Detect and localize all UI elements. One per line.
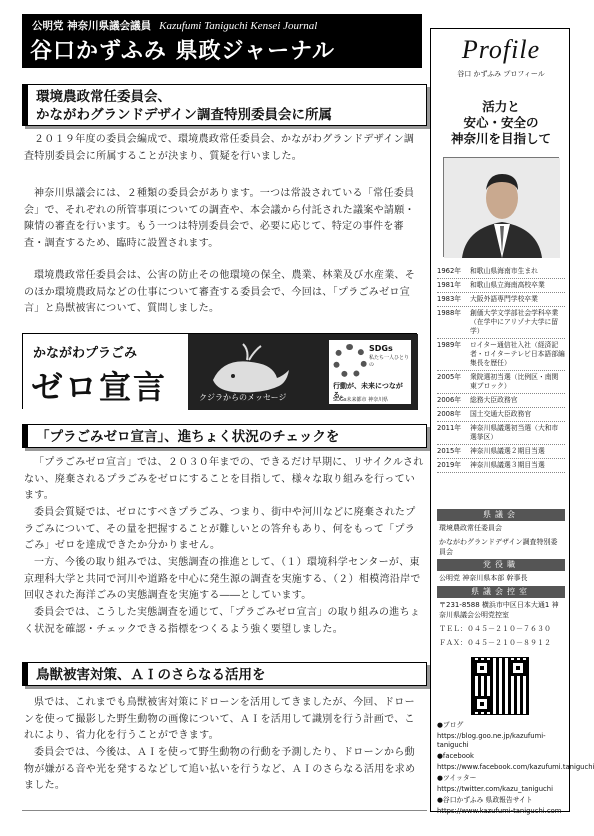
office-block — [437, 586, 565, 650]
history-event: 神奈川県議選２期目当選 — [470, 447, 545, 455]
qr-code-icon[interactable] — [471, 657, 529, 715]
web-links — [437, 721, 594, 818]
history-year: 1989年 — [437, 341, 462, 349]
office-label: 県議会控室 — [437, 586, 565, 598]
section-committee-heading — [22, 84, 427, 126]
link-label: ●ツイッター — [437, 774, 477, 782]
council-label: 県議会 — [437, 509, 565, 521]
history-event: 総務大臣政務官 — [470, 396, 518, 404]
history-year: 2008年 — [437, 410, 462, 418]
party-block — [437, 559, 565, 585]
history-event: 国土交通大臣政務官 — [470, 410, 532, 418]
profile-sidebar — [430, 28, 594, 815]
section-wildlife — [22, 662, 427, 686]
council-item: 環境農政常任委員会 — [439, 524, 502, 532]
history-year: 1962年 — [437, 267, 462, 275]
history-row — [437, 339, 565, 371]
history-row — [437, 459, 565, 473]
portrait-photo — [443, 157, 559, 257]
sdgs-city-text: SDGs未来都市 神奈川県 — [333, 397, 389, 403]
history-year: 2006年 — [437, 396, 462, 404]
link-url[interactable]: https://www.kazufumi-taniguchi.com — [437, 807, 562, 815]
history-year: 2011年 — [437, 424, 462, 432]
slogan-line-3: 神奈川を目指して — [450, 131, 551, 146]
history-event: 衆院選初当選（比例区・南関東ブロック） — [470, 373, 559, 390]
history-event: ロイター通信社入社（経済記者・ロイターテレビ日本語部編集長を歴任） — [470, 341, 565, 367]
heading-line-1: 環境農政常任委員会、 — [36, 89, 171, 105]
wildlife-paragraph-2: 委員会では、今後は、ＡＩを使って野生動物の行動を予測したり、ドローンから動物が嫌がる音や光を発するなどして追い払いを行うなど、ＡＩのさらなる活用を求めました。 — [24, 747, 416, 791]
committee-paragraph-1: ２０１９年度の委員会編成で、環境農政常任委員会、かながわグランドデザイン調査特別委員会に所属することが決まり、質疑を行いました。 — [24, 134, 415, 162]
history-event: 和歌山県海南市生まれ — [470, 267, 538, 275]
whale-icon — [203, 340, 293, 400]
link-website[interactable] — [437, 796, 565, 816]
history-year: 1981年 — [437, 281, 462, 289]
history-row — [437, 422, 565, 445]
plastic-paragraph-3: 一方、今後の取り組みでは、実態調査の推進として、（１）環境科学センターが、東京理科大学と共同で河川や道路を中心に発生源の調査を実施する、（２）相模湾沿岸で回収された海洋ごみの実態調査を実施する――としています。 — [24, 557, 421, 601]
link-label: ●ブログ — [437, 721, 464, 729]
banner-kana: かながわプラごみ — [33, 346, 138, 361]
section-plastic-heading: 「プラごみゼロ宣言」、進ちょく状況のチェックを — [22, 424, 427, 448]
masthead-title: 谷口かずふみ 県政ジャーナル — [30, 39, 336, 64]
qr-finder — [510, 660, 526, 676]
career-history — [437, 265, 565, 473]
section-wildlife-heading: 鳥獣被害対策、ＡＩのさらなる活用を — [22, 662, 427, 686]
history-row — [437, 408, 565, 422]
profile-subtitle: 谷口 かずふみ プロフィール — [457, 70, 545, 78]
link-twitter[interactable] — [437, 774, 565, 794]
history-row — [437, 279, 565, 293]
slogan-line-2: 安心・安全の — [463, 115, 539, 130]
banner-text-area — [23, 334, 188, 410]
plastic-paragraph-2: 委員会質疑では、ゼロにすべきプラごみ、つまり、街中や河川などに廃棄されたプラごみについて、その量を把握することが難しいとの答弁もあり、何をもって「プラごみ」ゼロを達成できたか分かりません。 — [24, 507, 416, 551]
history-event: 大阪外語専門学校卒業 — [470, 295, 538, 303]
profile-title: Profile — [461, 35, 541, 64]
masthead-english-title: Kazufumi Taniguchi Kensei Journal — [159, 20, 318, 32]
plastic-paragraph-1: 「プラごみゼロ宣言」では、２０３０年までの、できるだけ早期に、リサイクルされない、廃棄されるプラごみをゼロにすることを目指して、様々な取り組みを行っています。 — [24, 457, 424, 501]
link-url[interactable]: https://blog.goo.ne.jp/kazufumi-taniguchi — [437, 732, 546, 749]
banner-zero-declaration: ゼロ宣言 — [31, 368, 168, 406]
masthead — [22, 14, 422, 68]
party-item: 公明党 神奈川県本部 幹事長 — [439, 574, 528, 582]
slogan-line-1: 活力と — [482, 99, 520, 114]
sdgs-title: SDGs — [369, 344, 393, 353]
masthead-affiliation — [32, 18, 317, 33]
sdgs-action-text: 行動が、未来につながる。 — [333, 382, 403, 399]
sdgs-logo — [329, 340, 411, 404]
sdgs-wheel-icon — [333, 344, 367, 378]
qr-finder — [474, 660, 490, 676]
history-row — [437, 371, 565, 394]
history-event: 創価大学文学部社会学科卒業（在学中にアリゾナ大学に留学） — [470, 309, 559, 335]
bottom-divider — [22, 810, 427, 811]
office-address: 〒231-8588 横浜市中区日本大通1 神奈川県議会公明党控室 — [439, 601, 559, 619]
link-label: ●谷口かずふみ 県政報告サイト — [437, 796, 533, 804]
masthead-party-label: 公明党 神奈川県議会議員 — [32, 20, 152, 32]
banner-message: クジラからのメッセージ — [199, 393, 287, 402]
history-year: 2005年 — [437, 373, 462, 381]
history-event: 神奈川県議選３期目当選 — [470, 461, 545, 469]
link-blog[interactable] — [437, 721, 565, 750]
plastic-paragraph-4: 委員会では、こうした実態調査を通じて、「プラごみゼロ宣言」の取り組みの進ちょく状況を確認・チェックできる指標をつくるよう強く要望しました。 — [24, 607, 421, 635]
history-row — [437, 265, 565, 279]
history-event: 神奈川県議選初当選（大和市選挙区） — [470, 424, 559, 441]
office-tel: ＴＥＬ：０４５－２１０－７６３０ — [439, 625, 551, 633]
council-item: かながわグランドデザイン調査特別委員会 — [439, 538, 558, 556]
history-row — [437, 293, 565, 307]
section-committee — [22, 84, 427, 126]
plastic-zero-banner — [22, 333, 417, 409]
history-row — [437, 307, 565, 339]
wildlife-paragraph-1: 県では、これまでも鳥獣被害対策にドローンを活用してきましたが、今回、ドローンを使って撮影した野生動物の画像について、ＡＩを活用して識別を行う計画で、これにより、省力化を行うことができます。 — [24, 697, 415, 741]
qr-finder — [474, 696, 490, 712]
link-url[interactable]: https://www.facebook.com/kazufumi.taniguchi — [437, 763, 594, 771]
link-facebook[interactable] — [437, 752, 594, 772]
history-year: 1983年 — [437, 295, 462, 303]
link-label: ●facebook — [437, 752, 474, 760]
section-plastic — [22, 424, 427, 448]
link-url[interactable]: https://twitter.com/kazu_taniguchi — [437, 785, 553, 793]
heading-line-2: かながわグランドデザイン調査特別委員会に所属 — [36, 107, 333, 123]
committee-paragraph-2: 神奈川県議会には、２種類の委員会があります。一つは常設されている「常任委員会」で、それぞれの所管事項についての調査や、本会議から付託された議案や請願・陳情の審査を行います。もう一つは特別委員会で、必要に応じて、特定の事件を審査・調査するため、臨時に設置されます。 — [24, 188, 415, 249]
portrait-illustration — [444, 158, 560, 258]
office-fax: ＦＡＸ：０４５－２１０－８９１２ — [439, 639, 551, 647]
profile-slogan — [439, 99, 563, 147]
history-event: 和歌山県立海南高校卒業 — [470, 281, 545, 289]
history-year: 2019年 — [437, 461, 462, 469]
history-row — [437, 394, 565, 408]
council-block — [437, 509, 565, 559]
history-row — [437, 445, 565, 459]
history-year: 1988年 — [437, 309, 462, 317]
committee-paragraph-3: 環境農政常任委員会は、公害の防止その他環境の保全、農業、林業及び水産業、そのほか環境農政局などの仕事について審査する委員会で、今回は、「プラごみゼロ宣言」と鳥獣被害について、質問しました。 — [24, 270, 416, 314]
party-label: 党役職 — [437, 559, 565, 571]
sdgs-subtitle: 私たち一人ひとりの — [369, 355, 410, 368]
history-year: 2015年 — [437, 447, 462, 455]
